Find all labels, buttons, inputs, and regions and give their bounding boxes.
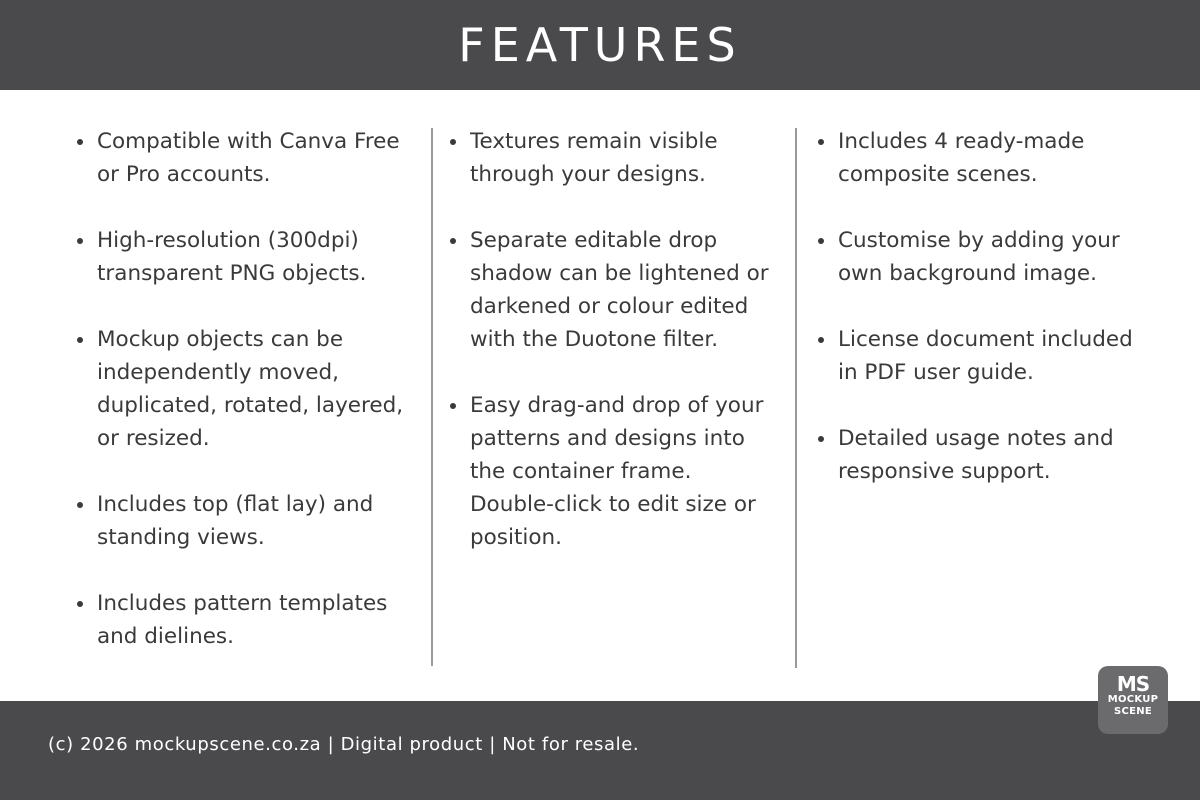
feature-text: License document included in PDF user guide. bbox=[838, 327, 1133, 385]
footer-text: (c) 2026 mockupscene.co.za | Digital product | Not for resale. bbox=[48, 734, 640, 755]
feature-item bbox=[818, 323, 1148, 389]
features-column-2 bbox=[450, 125, 780, 587]
bullet-icon bbox=[77, 238, 83, 244]
feature-list bbox=[450, 125, 780, 554]
bullet-icon bbox=[450, 238, 456, 244]
bullet-icon bbox=[818, 139, 824, 145]
bullet-icon bbox=[77, 139, 83, 145]
feature-text: Includes 4 ready-made composite scenes. bbox=[838, 129, 1085, 187]
feature-item bbox=[818, 125, 1148, 191]
feature-list bbox=[77, 125, 417, 653]
bullet-icon bbox=[77, 601, 83, 607]
feature-item bbox=[77, 125, 417, 191]
bullet-icon bbox=[818, 337, 824, 343]
feature-item bbox=[450, 224, 780, 356]
feature-item bbox=[450, 125, 780, 191]
features-column-3 bbox=[818, 125, 1148, 521]
feature-text: Includes top (flat lay) and standing views. bbox=[97, 492, 374, 550]
feature-text: Easy drag-and drop of your patterns and designs into the container frame. Double-click to edit size or position. bbox=[470, 393, 764, 550]
bullet-icon bbox=[77, 502, 83, 508]
bullet-icon bbox=[77, 337, 83, 343]
bullet-icon bbox=[818, 238, 824, 244]
bullet-icon bbox=[450, 139, 456, 145]
feature-text: Detailed usage notes and responsive support. bbox=[838, 426, 1114, 484]
logo-word-scene: SCENE bbox=[1113, 706, 1153, 717]
feature-item bbox=[77, 224, 417, 290]
feature-item bbox=[818, 224, 1148, 290]
logo-word-mockup: MOCKUP bbox=[1107, 694, 1159, 705]
feature-text: High-resolution (300dpi) transparent PNG objects. bbox=[97, 228, 367, 286]
header-bar bbox=[0, 0, 1200, 90]
feature-text: Includes pattern templates and dielines. bbox=[97, 591, 388, 649]
features-column-1 bbox=[77, 125, 417, 686]
column-divider bbox=[795, 128, 797, 668]
feature-item bbox=[77, 488, 417, 554]
footer-bar bbox=[0, 701, 1200, 800]
brand-logo bbox=[1098, 666, 1168, 734]
feature-text: Customise by adding your own background image. bbox=[838, 228, 1120, 286]
column-divider bbox=[431, 128, 433, 666]
feature-list bbox=[818, 125, 1148, 488]
feature-text: Mockup objects can be independently moved, duplicated, rotated, layered, or resized. bbox=[97, 327, 404, 451]
feature-item bbox=[818, 422, 1148, 488]
feature-text: Separate editable drop shadow can be lightened or darkened or colour edited with the Duotone filter. bbox=[470, 228, 769, 352]
bullet-icon bbox=[450, 403, 456, 409]
feature-text: Compatible with Canva Free or Pro accounts. bbox=[97, 129, 400, 187]
feature-item bbox=[450, 389, 780, 554]
feature-item bbox=[77, 323, 417, 455]
feature-text: Textures remain visible through your designs. bbox=[470, 129, 718, 187]
page-title: FEATURES bbox=[458, 18, 742, 72]
logo-mark: MS bbox=[1116, 672, 1150, 696]
bullet-icon bbox=[818, 436, 824, 442]
feature-item bbox=[77, 587, 417, 653]
